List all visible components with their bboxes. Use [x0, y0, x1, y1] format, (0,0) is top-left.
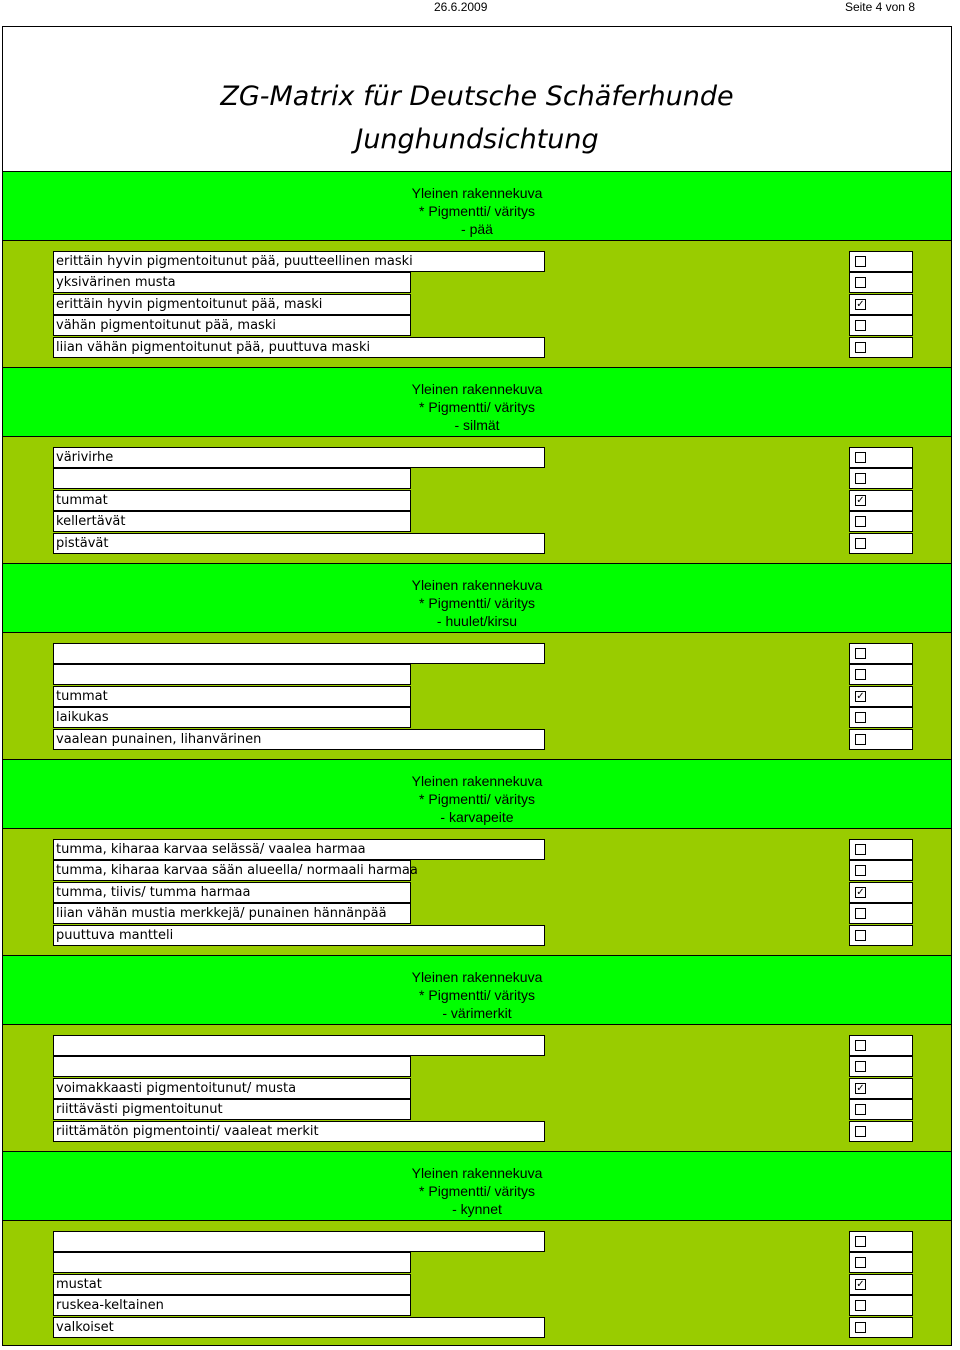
checkbox-cell — [849, 447, 913, 468]
checkbox-cell — [849, 1121, 913, 1142]
checkbox-checked[interactable] — [855, 299, 866, 310]
checkbox[interactable] — [855, 908, 866, 919]
option-label: erittäin hyvin pigmentoitunut pää, maski — [53, 294, 411, 315]
option-label: mustat — [53, 1274, 411, 1295]
section-header-line3: - silmät — [454, 417, 500, 433]
checkbox[interactable] — [855, 1040, 866, 1051]
checkbox-cell — [849, 903, 913, 924]
option-label: vähän pigmentoitunut pää, maski — [53, 315, 411, 336]
option-label: värivirhe — [53, 447, 545, 468]
checkbox-cell — [849, 490, 913, 511]
checkbox-cell — [849, 272, 913, 293]
checkbox[interactable] — [855, 1322, 866, 1333]
option-label: voimakkaasti pigmentoitunut/ musta — [53, 1078, 411, 1099]
checkbox[interactable] — [855, 669, 866, 680]
checkbox-cell — [849, 664, 913, 685]
checkbox[interactable] — [855, 648, 866, 659]
option-label: puuttuva mantteli — [53, 925, 545, 946]
checkbox-cell — [849, 337, 913, 358]
checkbox-cell — [849, 1252, 913, 1273]
checkbox[interactable] — [855, 256, 866, 267]
section-header — [3, 955, 951, 1025]
checkbox-checked[interactable] — [855, 495, 866, 506]
checkbox-cell — [849, 686, 913, 707]
checkbox-cell — [849, 1274, 913, 1295]
checkbox-cell — [849, 511, 913, 532]
check-mark-icon: ✓ — [856, 299, 865, 310]
option-label — [53, 1056, 411, 1077]
check-mark-icon: ✓ — [856, 1279, 865, 1290]
checkbox-checked[interactable] — [855, 1083, 866, 1094]
section-header-line3: - kynnet — [452, 1201, 502, 1217]
option-label: tummat — [53, 490, 411, 511]
section-header-line2: * Pigmentti/ väritys — [419, 203, 535, 219]
checkbox-cell — [849, 643, 913, 664]
section-header-line1: Yleinen rakennekuva — [411, 185, 543, 201]
option-label: liian vähän mustia merkkejä/ punainen hännänpää — [53, 903, 411, 924]
section-header — [3, 171, 951, 241]
page-number: Seite 4 von 8 — [844, 0, 915, 14]
option-label: kellertävät — [53, 511, 411, 532]
option-label: erittäin hyvin pigmentoitunut pää, puutteellinen maski — [53, 251, 545, 272]
checkbox[interactable] — [855, 516, 866, 527]
section-header — [3, 563, 951, 633]
section-header-line2: * Pigmentti/ väritys — [419, 791, 535, 807]
checkbox-cell — [849, 882, 913, 903]
section-header-line2: * Pigmentti/ väritys — [419, 595, 535, 611]
page-header — [0, 0, 960, 14]
form-subtitle: Junghundsichtung — [355, 124, 599, 155]
option-label: tummat — [53, 686, 411, 707]
option-label: tumma, kiharaa karvaa selässä/ vaalea harmaa — [53, 839, 545, 860]
form-title: ZG-Matrix für Deutsche Schäferhunde — [220, 81, 734, 112]
option-label: laikukas — [53, 707, 411, 728]
checkbox[interactable] — [855, 320, 866, 331]
option-label: yksivärinen musta — [53, 272, 411, 293]
checkbox[interactable] — [855, 1126, 866, 1137]
option-label: riittämätön pigmentointi/ vaaleat merkit — [53, 1121, 545, 1142]
checkbox-cell — [849, 315, 913, 336]
checkbox-cell — [849, 707, 913, 728]
checkbox-cell — [849, 1035, 913, 1056]
title-box — [3, 27, 951, 172]
checkbox[interactable] — [855, 1257, 866, 1268]
checkbox-cell — [849, 1231, 913, 1252]
check-mark-icon: ✓ — [856, 691, 865, 702]
checkbox[interactable] — [855, 734, 866, 745]
check-mark-icon: ✓ — [856, 887, 865, 898]
checkbox[interactable] — [855, 538, 866, 549]
checkbox[interactable] — [855, 865, 866, 876]
checkbox-cell — [849, 1056, 913, 1077]
checkbox[interactable] — [855, 930, 866, 941]
section-header-line3: - pää — [461, 221, 493, 237]
option-label: pistävät — [53, 533, 545, 554]
checkbox-cell — [849, 839, 913, 860]
checkbox-cell — [849, 468, 913, 489]
option-label — [53, 1231, 545, 1252]
section-header-line3: - huulet/kirsu — [436, 613, 518, 629]
option-label — [53, 664, 411, 685]
checkbox-cell — [849, 729, 913, 750]
option-label: vaalean punainen, lihanvärinen — [53, 729, 545, 750]
checkbox[interactable] — [855, 1300, 866, 1311]
checkbox-checked[interactable] — [855, 887, 866, 898]
checkbox-cell — [849, 294, 913, 315]
matrix-form — [2, 26, 952, 1346]
section-header-line2: * Pigmentti/ väritys — [419, 399, 535, 415]
section-header-line1: Yleinen rakennekuva — [411, 381, 543, 397]
checkbox-cell — [849, 925, 913, 946]
option-label — [53, 468, 411, 489]
option-label: liian vähän pigmentoitunut pää, puuttuva maski — [53, 337, 545, 358]
checkbox-cell — [849, 1099, 913, 1120]
checkbox-cell — [849, 1078, 913, 1099]
section-header-line2: * Pigmentti/ väritys — [419, 1183, 535, 1199]
checkbox[interactable] — [855, 1061, 866, 1072]
checkbox[interactable] — [855, 844, 866, 855]
section-header — [3, 1151, 951, 1221]
checkbox[interactable] — [855, 1104, 866, 1115]
section-header-line3: - karvapeite — [440, 809, 514, 825]
section-header-line2: * Pigmentti/ väritys — [419, 987, 535, 1003]
checkbox[interactable] — [855, 277, 866, 288]
checkbox[interactable] — [855, 712, 866, 723]
checkbox[interactable] — [855, 452, 866, 463]
option-label — [53, 643, 545, 664]
checkbox-cell — [849, 251, 913, 272]
checkbox[interactable] — [855, 342, 866, 353]
section-header-line3: - värimerkit — [442, 1005, 512, 1021]
option-label: tumma, kiharaa karvaa sään alueella/ normaali harmaa — [53, 860, 411, 881]
option-label: tumma, tiivis/ tumma harmaa — [53, 882, 411, 903]
option-label: riittävästi pigmentoitunut — [53, 1099, 411, 1120]
print-date: 26.6.2009 — [434, 0, 488, 14]
check-mark-icon: ✓ — [856, 1083, 865, 1094]
checkbox-cell — [849, 533, 913, 554]
check-mark-icon: ✓ — [856, 495, 865, 506]
option-label — [53, 1252, 411, 1273]
option-label — [53, 1035, 545, 1056]
checkbox-cell — [849, 860, 913, 881]
checkbox-cell — [849, 1295, 913, 1316]
section-header-line1: Yleinen rakennekuva — [411, 969, 543, 985]
checkbox[interactable] — [855, 1236, 866, 1247]
option-label: ruskea-keltainen — [53, 1295, 411, 1316]
checkbox-cell — [849, 1317, 913, 1338]
section-header-line1: Yleinen rakennekuva — [411, 1165, 543, 1181]
section-header-line1: Yleinen rakennekuva — [411, 577, 543, 593]
section-header — [3, 759, 951, 829]
checkbox-checked[interactable] — [855, 691, 866, 702]
section-header — [3, 367, 951, 437]
section-header-line1: Yleinen rakennekuva — [411, 773, 543, 789]
checkbox-checked[interactable] — [855, 1279, 866, 1290]
checkbox[interactable] — [855, 473, 866, 484]
option-label: valkoiset — [53, 1317, 545, 1338]
